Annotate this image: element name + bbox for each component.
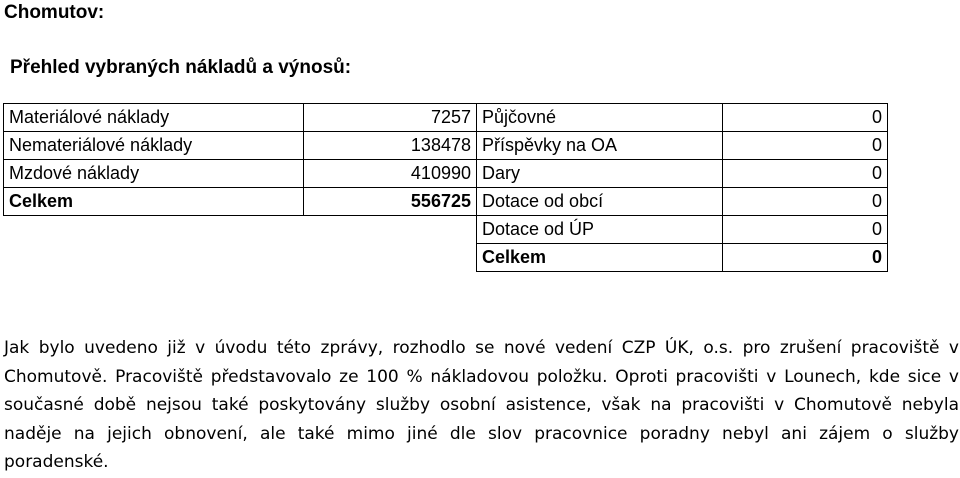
empty-cell: [304, 216, 477, 244]
income-value: 0: [723, 188, 888, 216]
table-row: [4, 244, 888, 272]
empty-cell: [304, 244, 477, 272]
section-heading: Chomutov:: [4, 2, 105, 23]
table-row: [4, 132, 888, 160]
cost-value: 7257: [304, 104, 477, 132]
income-value: 0: [723, 160, 888, 188]
table-row: [4, 104, 888, 132]
income-label: Příspěvky na OA: [477, 132, 723, 160]
table-row: [4, 188, 888, 216]
cost-value: 410990: [304, 160, 477, 188]
income-label: Půjčovné: [477, 104, 723, 132]
cost-value: 138478: [304, 132, 477, 160]
costs-income-table: [3, 103, 888, 272]
cost-label: Mzdové náklady: [4, 160, 304, 188]
empty-cell: [4, 216, 304, 244]
income-value: 0: [723, 104, 888, 132]
cost-total-label: Celkem: [4, 188, 304, 216]
income-label: Dary: [477, 160, 723, 188]
table-row: [4, 216, 888, 244]
table-row: [4, 160, 888, 188]
income-label: Dotace od ÚP: [477, 216, 723, 244]
cost-total-value: 556725: [304, 188, 477, 216]
empty-cell: [4, 244, 304, 272]
cost-label: Nemateriálové náklady: [4, 132, 304, 160]
cost-label: Materiálové náklady: [4, 104, 304, 132]
income-value: 0: [723, 132, 888, 160]
table-caption: Přehled vybraných nákladů a výnosů:: [10, 57, 352, 78]
income-total-label: Celkem: [477, 244, 723, 272]
income-label: Dotace od obcí: [477, 188, 723, 216]
income-total-value: 0: [723, 244, 888, 272]
body-paragraph: Jak bylo uvedeno již v úvodu této zprávy, rozhodlo se nové vedení CZP ÚK, o.s. pro zrušení pracoviště v Chomutově. Pracoviště představovalo ze 100 % nákladovou položku. Oproti pracovišti v Lounech, kde sice v současné době nejsou také poskytovány služby osobní asistence, však na pracovišti v Chomutově nebyla naděje na jejich obnovení, ale také mimo jiné dle slov pracovnice poradny nebyl ani zájem o služby poradenské.: [4, 338, 959, 472]
income-value: 0: [723, 216, 888, 244]
